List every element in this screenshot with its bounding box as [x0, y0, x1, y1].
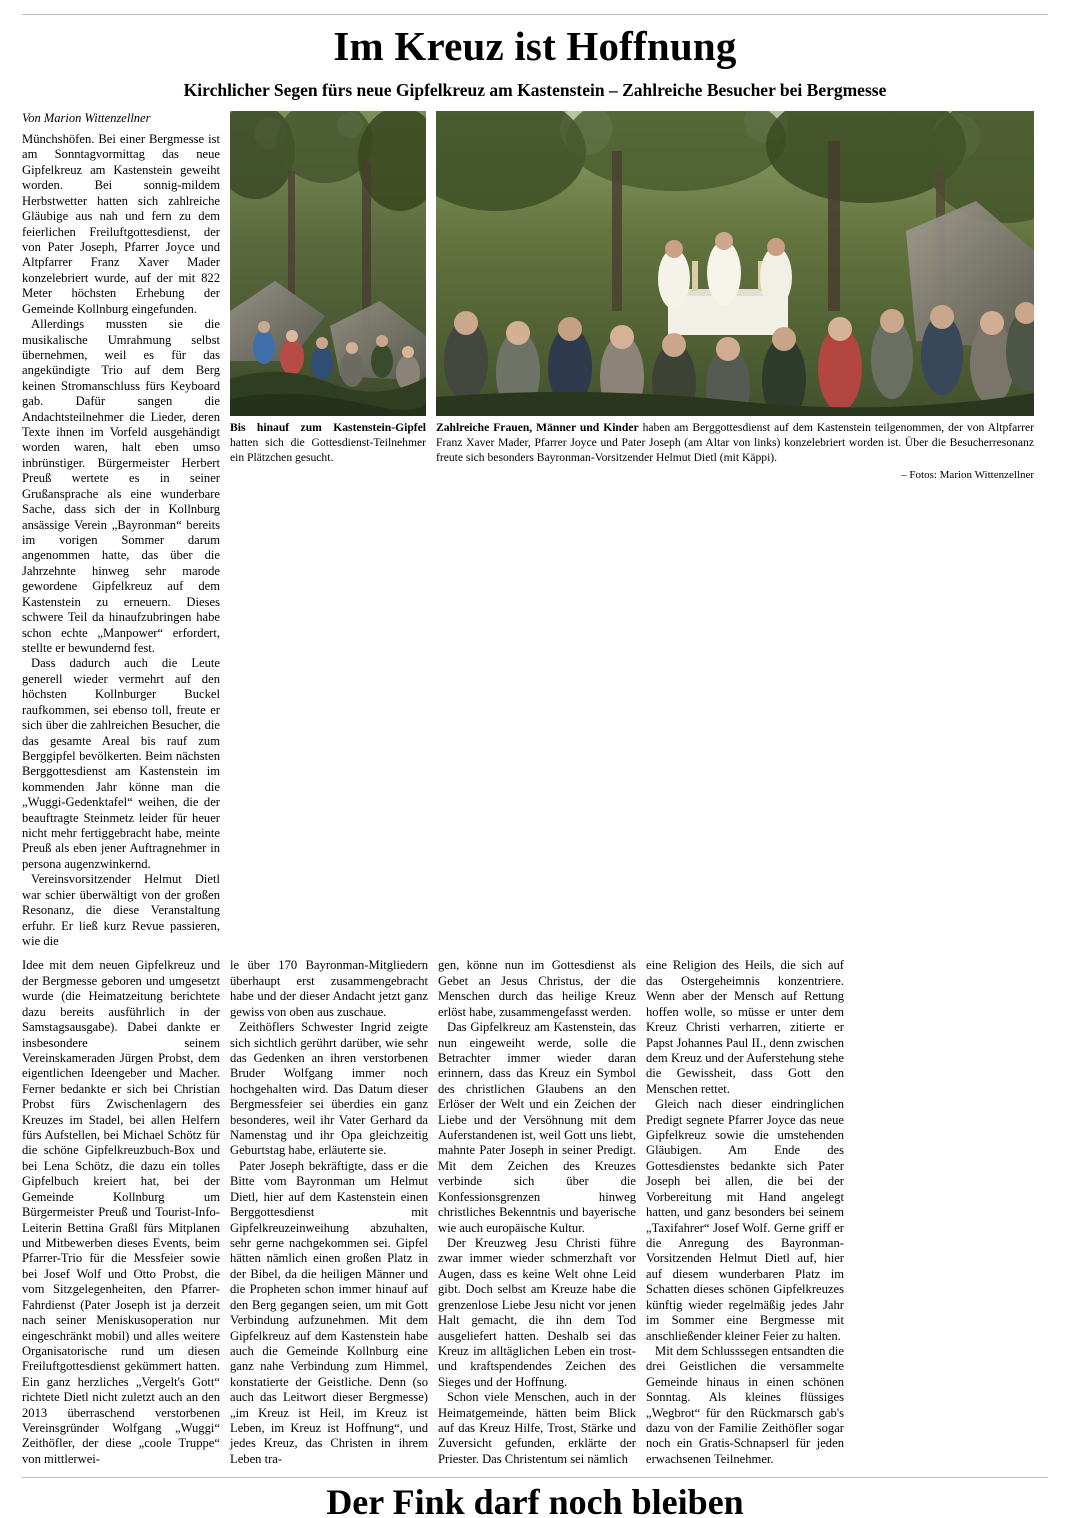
top-divider	[22, 14, 1048, 15]
body-columns	[22, 958, 1048, 1467]
paragraph: Der Kreuzweg Jesu Christi führe zwar immer wieder schmerzhaft vor Augen, dass es keine Welt ohne Leid gibt. Doch selbst am Kreuze habe die grenzenlose Liebe Jesu nicht vor jenen Halt gemacht, die ihn dem Tod ausgeliefert hatten. Deshalb sei das Kreuz im alltäglichen Leben ein trost- und kraftspendendes Zeichen des Sieges und der Hoffnung.	[438, 1236, 636, 1389]
paragraph: Mit dem Schlusssegen entsandten die drei Geistlichen die versammelte Gemeinde hinaus in einen schönen Sonntag. Als kleines flüssiges „Wegbrot“ für den Rückmarsch gab's dazu von der Familie Zeithöfler sogar noch ein Gratis-Schnapserl für jeden erwachsenen Teilnehmer.	[646, 1343, 844, 1466]
photo-block-right	[436, 111, 1034, 480]
column-3	[230, 958, 428, 1467]
column-5	[646, 958, 844, 1467]
photo-credit: – Fotos: Marion Wittenzellner	[901, 468, 1034, 481]
paragraph: Pater Joseph bekräftigte, dass er die Bitte vom Bayronman um Helmut Dietl, hier auf dem Kastenstein einen Berggottesdienst mit Gipfelkreuzeinweihung abzuhalten, sehr gerne nachgekommen sei. Gipfel hätten nämlich einen großen Platz in der Bibel, da die heiligen Männer und die Propheten schon immer hinauf auf den Berg gegangen seien, um mit Gott Verbindung aufzunehmen. Mit dem Gipfelkreuz auf dem Kastenstein habe auch die Gemeinde Kollnburg eine ganz nahe Verbindung zum Himmel, konstatierte der Geistliche. Denn (so auch das Leitwort dieser Bergmesse) „im Kreuz ist Heil, im Kreuz ist Leben, im Kreuz ist Hoffnung“, und jedes Kreuz, das Christen in ihrem Leben tra-	[230, 1158, 428, 1466]
paragraph: Schon viele Menschen, auch in der Heimatgemeinde, hätten beim Blick auf das Kreuz Hilfe, Trost, Stärke und Zuversicht gefunden, erklärte der Priester. Das Christentum sei nämlich	[438, 1390, 636, 1466]
paragraph: Gleich nach dieser eindringlichen Predigt segnete Pfarrer Joyce das neue Gipfelkreuz sowie die umstehenden Gläubigen. Am Ende des Gottesdienstes bedankte sich Pater Joseph bei allen, die bei der Vorbereitung mit Hand angelegt hatten, und ganz besonders bei seinem „Taxifahrer“ Josef Wolf. Gerne griff er die Anregung des Bayronman-Vorsitzenden Helmut Dietl auf, hier auf diesem wunderbaren Platz im Schatten dieses schönen Gipfelkreuzes künftig wieder regelmäßig jedes Jahr im Sommer eine Bergmesse mit anschließender kleiner Feier zu halten.	[646, 1097, 844, 1343]
paragraph: Vereinsvorsitzender Helmut Dietl war schier überwältigt von der großen Resonanz, die diese Veranstaltung erfuhr. Er ließ kurz Revue passieren, wie die	[22, 872, 220, 948]
byline: Von Marion Wittenzellner	[22, 111, 151, 126]
paragraph: Dass dadurch auch die Leute generell wieder vermehrt auf den höchsten Kollnburger Buckel raufkommen, sei ebenso toll, freute er sich über die zahlreichen Besucher, die das gesamte Areal bis rauf zum Berggipfel bevölkerten. Beim nächsten Berggottesdienst am Kastenstein im kommenden Jahr könne man die „Wuggi-Gedenktafel“ weihen, die der beauftragte Steinmetz leider für heuer nicht mehr fertiggebracht habe, meinte Preuß als eben jener Auftragnehmer in persona augenzwinkernd.	[22, 656, 220, 871]
page-title: Im Kreuz ist Hoffnung	[333, 23, 737, 69]
caption-lead-left: Bis hinauf zum Kastenstein-Gipfel	[230, 421, 426, 435]
photo-caption-left	[230, 421, 426, 465]
paragraph: Münchshöfen. Bei einer Bergmesse ist am Sonntagvormittag das neue Gipfelkreuz am Kastenstein geweiht worden. Bei sonnig-mildem Herbstwetter hatten sich zahlreiche Gläubige aus nah und fern zu dem feierlichen Freiluftgottesdienst, der von Pater Joseph, Pfarrer Joyce und Altpfarrer Franz Xaver Mader konzelebriert wurde, auf der mit 822 Meter höchsten Erhebung der Gemeinde Kollnburg eingefunden.	[22, 132, 220, 316]
top-block	[22, 111, 1048, 949]
photo-block-left	[230, 111, 426, 465]
column-2	[22, 958, 220, 1467]
paragraph: gen, könne nun im Gottesdienst als Gebet an Jesus Christus, der die Menschen durch das heilige Kreuz erlöst habe, zusammengefasst werden.	[438, 958, 636, 1019]
bottom-divider	[22, 1477, 1048, 1478]
photo-berggottesdienst	[436, 111, 1034, 416]
paragraph: le über 170 Bayronman-Mitgliedern überhaupt erst zusammengebracht habe und der dieser Andacht jetzt ganz gewiss von oben aus zuschaue.	[230, 958, 428, 1019]
article-subhead: Kirchlicher Segen fürs neue Gipfelkreuz am Kastenstein – Zahlreiche Besucher bei Bergmesse	[183, 80, 887, 101]
column-6-empty	[854, 958, 1052, 1467]
caption-lead-right: Zahlreiche Frauen, Männer und Kinder	[436, 421, 639, 435]
photo-caption-right	[436, 421, 1034, 465]
next-article-title: Der Fink darf noch bleiben	[326, 1484, 744, 1518]
caption-body-right: haben am Berggottesdienst auf dem Kastenstein teilgenommen, der von Altpfarrer Franz Xaver Mader, Pfarrer Joyce und Pater Joseph (am Altar von links) konzelebriert worden ist. Über die Besucherresonanz freute sich besonders Bayronman-Vorsitzender Helmut Dietl (mit Käppi).	[436, 421, 1034, 464]
column-4	[438, 958, 636, 1467]
column-1	[22, 111, 220, 949]
paragraph: Idee mit dem neuen Gipfelkreuz und der Bergmesse geboren und umgesetzt wurde (die Heimatzeitung berichtete dazu bereits ausführlich in der Samstagsausgabe). Dabei dankte er insbesondere seinem Vereinskameraden Jürgen Probst, dem eigentlichen Ideengeber und Macher. Ferner bedankte er sich bei Christian Probst fürs Zwischenlagern des Kreuzes im Stadel, bei allen Helfern fürs Aufstellen, bei Michael Schötz für die schöne Gipfelkreuzbuch-Box und bei Lena Schötz, die dazu ein tolles Gipfelbuch kreiert hat, bei der Gemeinde Kollnburg um Bürgermeister Preuß und Tourist-Info-Leiterin Bettina Graßl fürs Mitplanen und Mitbewerben dieses Events, beim Pfarrer-Trio für die Messfeier sowie bei Josef Wolf und Otto Probst, die vom Sitzgelegenheiten, den Pfarrer-Fahrdienst (Pater Joseph ist ja derzeit nach seiner Meniskusoperation nur eingeschränkt mobil) und alles weitere Organisatorische rund um diesen Freiluftgottesdienst gekümmert hatten. Ein ganz herzliches „Vergelt's Gott“ richtete Dietl nicht zuletzt auch an den 2013 überraschend verstorbenen Vereinsgründer Wolfgang „Wuggi“ Zeithöfler, der diese „coole Truppe“ von mittlerwei-	[22, 958, 220, 1466]
paragraph: eine Religion des Heils, die sich auf das Ostergeheimnis konzentriere. Wenn aber der Mensch auf Rettung hoffen wolle, so müsse er unter dem Kreuz Christi verharren, zitierte er Papst Johannes Paul II., denn zwischen dem Kreuz und der Auferstehung stehe die Gewissheit, dass Gott den Menschen rettet.	[646, 958, 844, 1096]
paragraph: Zeithöflers Schwester Ingrid zeigte sich sichtlich gerührt darüber, wie sehr das Gedenken an ihren verstorbenen Bruder Wolfgang immer noch hochgehalten wird. Das Datum dieser Bergmessfeier sei überdies ein ganz besonderes, weil ihr Vater Gerhard da Namenstag und ihr Opa gleichzeitig Geburtstag habe, erläuterte sie.	[230, 1020, 428, 1158]
paragraph: Das Gipfelkreuz am Kastenstein, das nun eingeweiht werde, solle die Betrachter immer wieder daran erinnern, dass das Kreuz ein Symbol des christlichen Glaubens an den Erlöser der Welt und ein Zeichen der Liebe und der Versöhnung mit dem Auferstandenen ist, weil Gott uns liebt, mahnte Pater Joseph in seiner Predigt. Mit dem Zeichen des Kreuzes verbinde sich über die Konfessionsgrenzen hinweg christliches Bekenntnis und bayerische wie auch europäische Kultur.	[438, 1020, 636, 1235]
photo-kastenstein-summit	[230, 111, 426, 416]
caption-body-left: hatten sich die Gottesdienst-Teilnehmer ein Plätzchen gesucht.	[230, 435, 426, 464]
paragraph: Allerdings mussten sie die musikalische Umrahmung selbst übernehmen, weil es für das angekündigte Trio auf dem Berg keinen Stromanschluss fürs Keyboard gab. Dafür sangen die Andachtsteilnehmer die Lieder, deren Texte ihnen im Vorfeld ausgehändigt worden waren, halt eben umso inbrünstiger. Bürgermeister Herbert Preuß wertete es in seiner Grußansprache als eine wunderbare Sache, dass sich der in Kollnburg ansässige Verein „Bayronman“ bereits im vorigen Sommer darum angenommen hatte, das über die Jahrzehnte hinweg sehr marode gewordene Gipfelkreuz auf dem Kastenstein zu erneuern. Dieses schwere Teil da hinaufzubringen habe schon echte „Manpower“ erfordert, stellte er bewundernd fest.	[22, 317, 220, 655]
